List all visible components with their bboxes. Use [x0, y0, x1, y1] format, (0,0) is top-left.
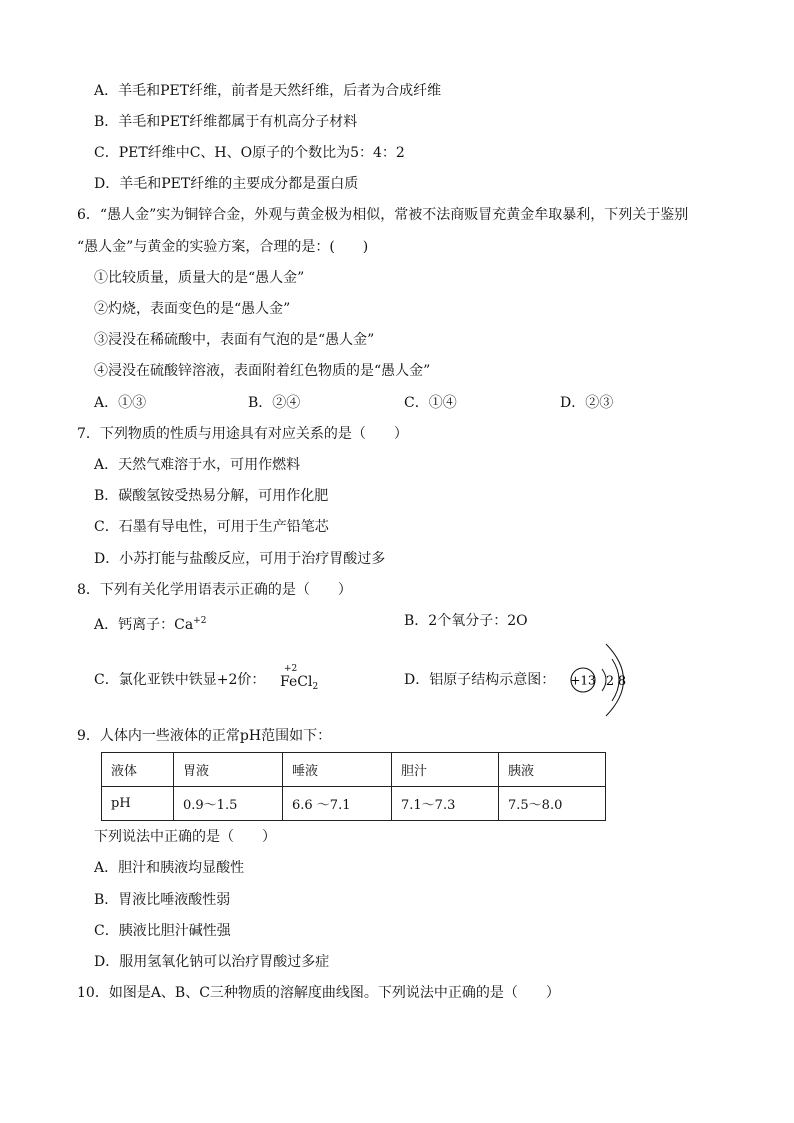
q6-choice-d: D．②③ — [560, 395, 614, 411]
q6-choice-a: A．①③ — [94, 395, 147, 411]
ph-table-header-cell: 胰液 — [499, 753, 606, 787]
q5-option-a: A．羊毛和PET纤维，前者是天然纤维，后者为合成纤维 — [94, 83, 442, 99]
q8-option-a — [94, 611, 206, 635]
q6-stem-line1: 6．“愚人金”实为铜锌合金，外观与黄金极为相似，常被不法商贩冒充黄金牟取暴利，下列关于鉴别 — [77, 207, 689, 223]
q6-item-3: ③浸没在稀硫酸中，表面有气泡的是“愚人金” — [94, 332, 375, 348]
atom-nucleus-charge: +13 — [570, 673, 596, 688]
q6-choice-c: C．①④ — [404, 395, 457, 411]
q8-option-b: B．2个氧分子：2O — [404, 613, 528, 629]
q9-stem: 9．人体内一些液体的正常pH范围如下： — [77, 728, 332, 744]
ph-table-header-cell: 胃液 — [174, 753, 283, 787]
q9-option-b: B．胃液比唾液酸性弱 — [94, 892, 231, 908]
ph-table-cell: 6.6 ～7.1 — [283, 787, 392, 821]
ph-table-header-cell: 唾液 — [283, 753, 392, 787]
q6-item-1: ①比较质量，质量大的是“愚人金” — [94, 270, 305, 286]
ph-table-cell: 0.9～1.5 — [174, 787, 283, 821]
atom-shell-2-electrons: 8 — [617, 674, 627, 689]
q9-sub-stem: 下列说法中正确的是（ ） — [94, 829, 276, 845]
q5-option-d: D．羊毛和PET纤维的主要成分都是蛋白质 — [94, 176, 359, 192]
ph-table-header-cell: 液体 — [102, 753, 174, 787]
q9-option-c: C．胰液比胆汁碱性强 — [94, 923, 231, 939]
ph-table-cell: 7.1～7.3 — [392, 787, 499, 821]
aluminum-atom-diagram — [569, 642, 639, 718]
q10-stem: 10．如图是A、B、C三种物质的溶解度曲线图。下列说法中正确的是（ ） — [77, 985, 560, 1001]
q7-stem: 7．下列物质的性质与用途具有对应关系的是（ ） — [77, 426, 408, 442]
q9-option-a: A．胆汁和胰液均显酸性 — [94, 860, 245, 876]
q6-item-4: ④浸没在硫酸锌溶液，表面附着红色物质的是“愚人金” — [94, 363, 431, 379]
q8-option-d: D．铝原子结构示意图： — [404, 672, 556, 688]
ph-table — [101, 752, 606, 821]
ph-table-header-row — [102, 753, 606, 787]
q7-option-c: C．石墨有导电性，可用于生产铅笔芯 — [94, 519, 329, 535]
q9-option-d: D．服用氢氧化钠可以治疗胃酸过多症 — [94, 954, 330, 970]
ph-table-header-cell: 胆汁 — [392, 753, 499, 787]
fecl2-symbol — [280, 674, 318, 692]
q6-choice-b: B．②④ — [248, 395, 301, 411]
q8-option-c: C．氯化亚铁中铁显+2价： — [94, 672, 266, 688]
fecl2-valence: +2 — [284, 664, 298, 674]
q8-stem: 8．下列有关化学用语表示正确的是（ ） — [77, 582, 352, 598]
ph-table-cell: pH — [102, 787, 174, 821]
q5-option-c: C．PET纤维中C、H、O原子的个数比为5：4：2 — [94, 145, 405, 161]
fecl2-formula — [280, 664, 320, 694]
q5-option-b: B．羊毛和PET纤维都属于有机高分子材料 — [94, 114, 358, 130]
q8-option-a-charge: +2 — [193, 616, 207, 626]
ph-table-cell: 7.5～8.0 — [499, 787, 606, 821]
q7-option-d: D．小苏打能与盐酸反应，可用于治疗胃酸过多 — [94, 551, 386, 567]
q8-option-a-text: A．钙离子：Ca — [94, 617, 194, 633]
q7-option-b: B．碳酸氢铵受热易分解，可用作化肥 — [94, 488, 329, 504]
q7-option-a: A．天然气难溶于水，可用作燃料 — [94, 457, 301, 473]
fecl2-symbol-text: FeCl — [280, 674, 313, 690]
fecl2-subscript: 2 — [312, 682, 319, 692]
atom-shell-1-electrons: 2 — [605, 674, 615, 689]
ph-table-value-row — [102, 787, 606, 821]
q6-stem-line2: “愚人金”与黄金的实验方案，合理的是：( ) — [77, 239, 369, 255]
q6-item-2: ②灼烧，表面变色的是“愚人金” — [94, 301, 291, 317]
